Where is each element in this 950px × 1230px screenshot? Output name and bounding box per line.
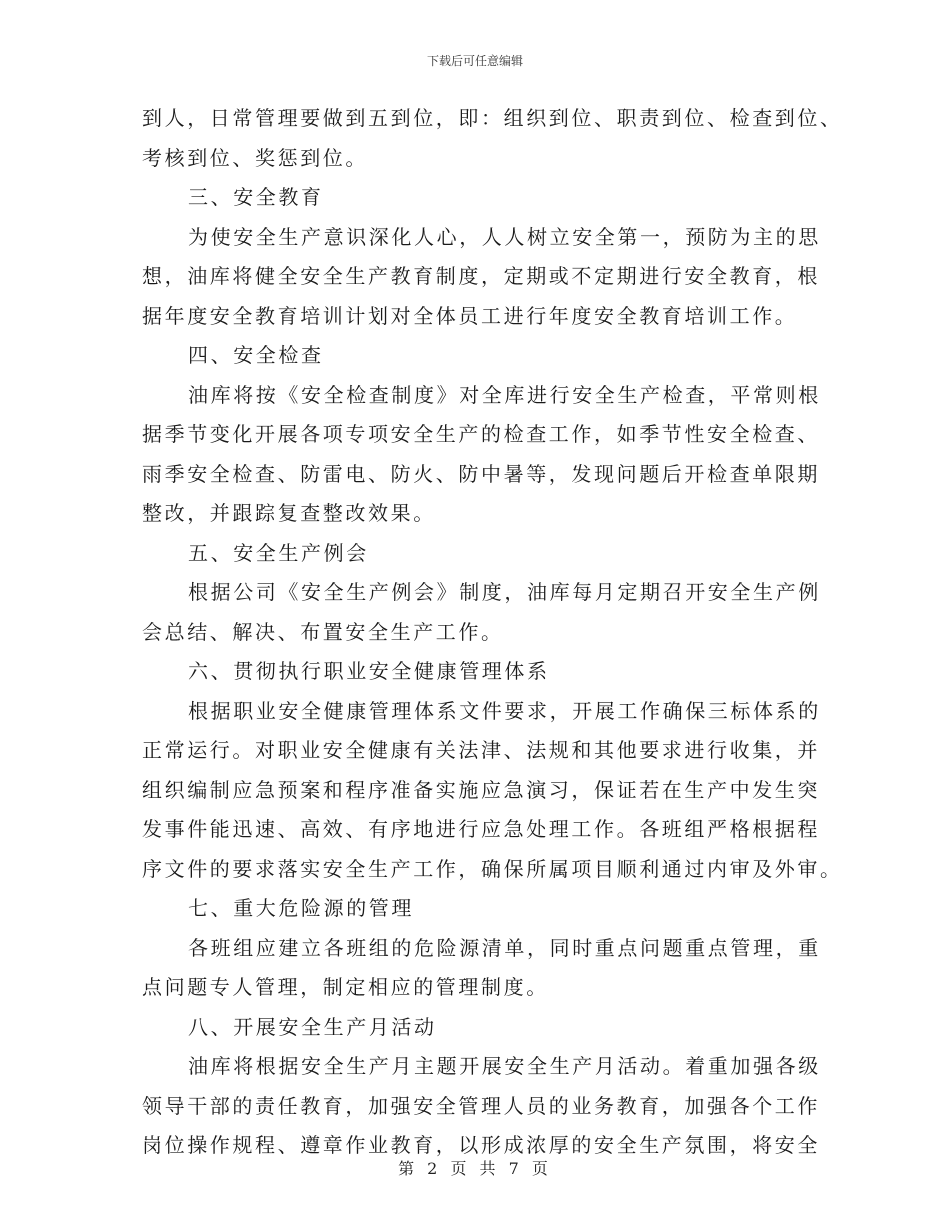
text-line: 发事件能迅速、高效、有序地进行应急处理工作。各班组严格根据程 xyxy=(142,817,820,841)
text-line: 四、安全检查 xyxy=(188,343,324,367)
text-line: 据季节变化开展各项专项安全生产的检查工作，如季节性安全检查、 xyxy=(142,422,820,446)
text-line: 为使安全生产意识深化人心，人人树立安全第一，预防为主的思 xyxy=(188,224,821,249)
text-line: 岗位操作规程、遵章作业教育，以形成浓厚的安全生产氛围，将安全 xyxy=(142,1133,820,1157)
text-line: 雨季安全检查、防雷电、防火、防中暑等，发现问题后开检查单限期 xyxy=(142,461,820,486)
text-line: 七、重大危险源的管理 xyxy=(188,896,414,920)
text-line: 据年度安全教育培训计划对全体员工进行年度安全教育培训工作。 xyxy=(142,303,798,328)
page-footer: 第 2 页 共 7 页 xyxy=(398,1159,552,1178)
text-line: 领导干部的责任教育，加强安全管理人员的业务教育，加强各个工作 xyxy=(142,1093,820,1118)
text-line: 考核到位、奖惩到位。 xyxy=(142,145,368,170)
text-line: 到人，日常管理要做到五到位，即：组织到位、职责到位、检查到位、 xyxy=(142,106,843,130)
text-line: 会总结、解决、布置安全生产工作。 xyxy=(142,619,504,644)
text-line: 油库将根据安全生产月主题开展安全生产月活动。着重加强各级 xyxy=(188,1054,821,1078)
text-line: 油库将按《安全检查制度》对全库进行安全生产检查，平常则根 xyxy=(188,382,821,407)
text-line: 三、安全教育 xyxy=(188,185,324,209)
text-line: 各班组应建立各班组的危险源清单，同时重点问题重点管理，重 xyxy=(188,935,821,960)
text-line: 想，油库将健全安全生产教育制度，定期或不定期进行安全教育，根 xyxy=(142,264,820,288)
text-line: 序文件的要求落实安全生产工作，确保所属项目顺利通过内审及外审。 xyxy=(142,856,843,881)
text-line: 五、安全生产例会 xyxy=(188,540,369,565)
page-header: 下载后可任意编辑 xyxy=(426,54,523,68)
document-body xyxy=(142,99,843,1166)
text-line: 根据公司《安全生产例会》制度，油库每月定期召开安全生产例 xyxy=(188,580,821,604)
text-line: 八、开展安全生产月活动 xyxy=(188,1014,437,1039)
text-line: 正常运行。对职业安全健康有关法津、法规和其他要求进行收集，并 xyxy=(142,738,820,762)
text-line: 组织编制应急预案和程序准备实施应急演习，保证若在生产中发生突 xyxy=(142,777,820,802)
text-line: 根据职业安全健康管理体系文件要求，开展工作确保三标体系的 xyxy=(188,698,821,723)
text-line: 六、贯彻执行职业安全健康管理体系 xyxy=(188,659,550,683)
text-line: 整改，并跟踪复查整改效果。 xyxy=(142,501,436,525)
text-line: 点问题专人管理，制定相应的管理制度。 xyxy=(142,975,549,999)
